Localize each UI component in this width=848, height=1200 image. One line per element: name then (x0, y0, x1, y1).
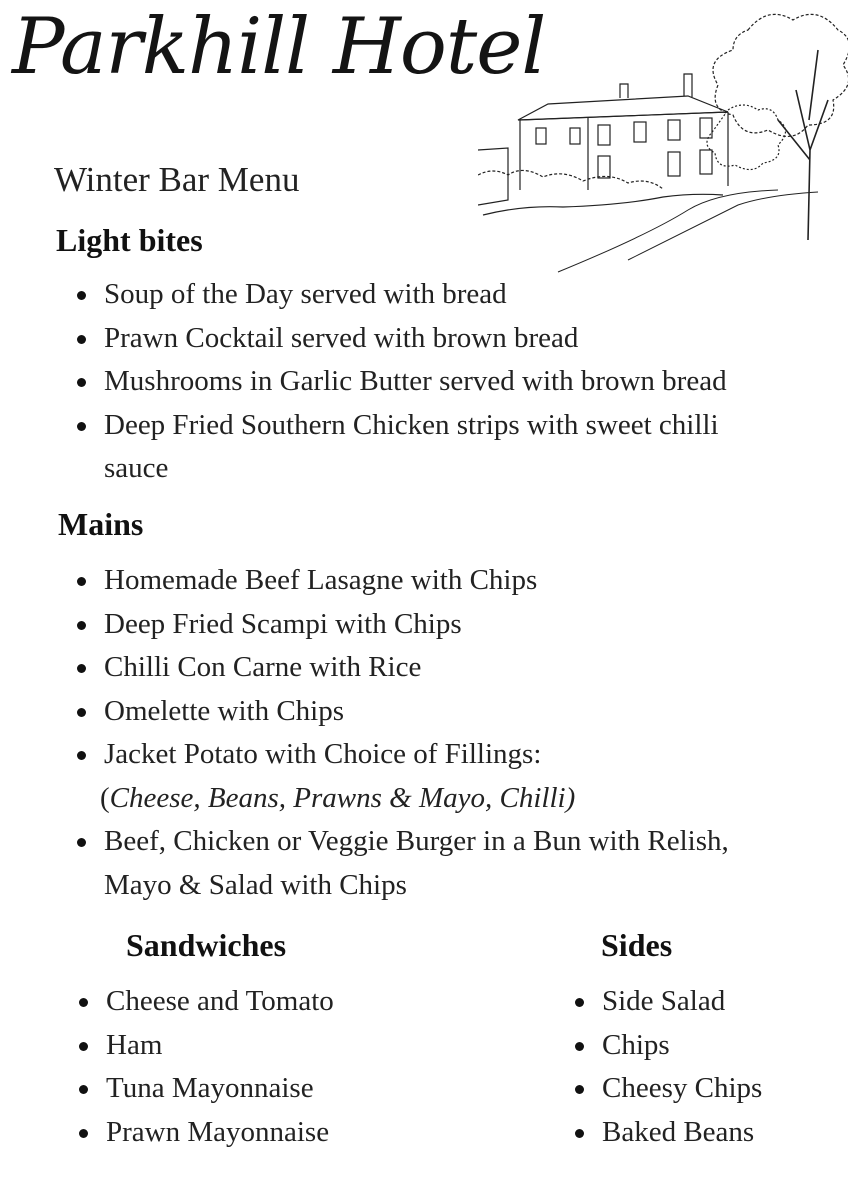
list-item: Cheese and Tomato (78, 980, 498, 1024)
list-item: Chips (574, 1024, 834, 1068)
hotel-title: Parkhill Hotel (12, 2, 546, 92)
list-item: Mushrooms in Garlic Butter served with brown bread (76, 360, 776, 404)
mains-heading: Mains (58, 506, 144, 542)
list-item: Cheesy Chips (574, 1067, 834, 1111)
menu-subtitle: Winter Bar Menu (54, 160, 300, 199)
list-item: Prawn Cocktail served with brown bread (76, 317, 776, 361)
list-item: Deep Fried Scampi with Chips (76, 603, 776, 647)
hotel-illustration (478, 0, 848, 278)
jacket-potato-fillings: ( Cheese, Beans, Prawns & Mayo, Chilli ) (100, 777, 776, 821)
mains-list (76, 559, 776, 907)
list-item: Side Salad (574, 980, 834, 1024)
sandwiches-heading: Sandwiches (126, 927, 287, 963)
light-bites-heading: Light bites (56, 222, 203, 258)
list-item: Soup of the Day served with bread (76, 273, 776, 317)
jacket-potato-label: Jacket Potato with Choice of Fillings: (104, 738, 542, 770)
list-item: Ham (78, 1024, 498, 1068)
sides-list (574, 980, 834, 1154)
list-item: Prawn Mayonnaise (78, 1111, 498, 1155)
list-item: Chilli Con Carne with Rice (76, 646, 776, 690)
list-item: Omelette with Chips (76, 690, 776, 734)
list-item-jacket-potato (76, 733, 776, 820)
sides-heading: Sides (601, 927, 673, 963)
list-item: Baked Beans (574, 1111, 834, 1155)
list-item: Homemade Beef Lasagne with Chips (76, 559, 776, 603)
sandwiches-list (78, 980, 498, 1154)
list-item: Beef, Chicken or Veggie Burger in a Bun with Relish, Mayo & Salad with Chips (76, 820, 776, 907)
light-bites-list (76, 273, 776, 491)
list-item: Tuna Mayonnaise (78, 1067, 498, 1111)
list-item: Deep Fried Southern Chicken strips with sweet chilli sauce (76, 404, 776, 491)
